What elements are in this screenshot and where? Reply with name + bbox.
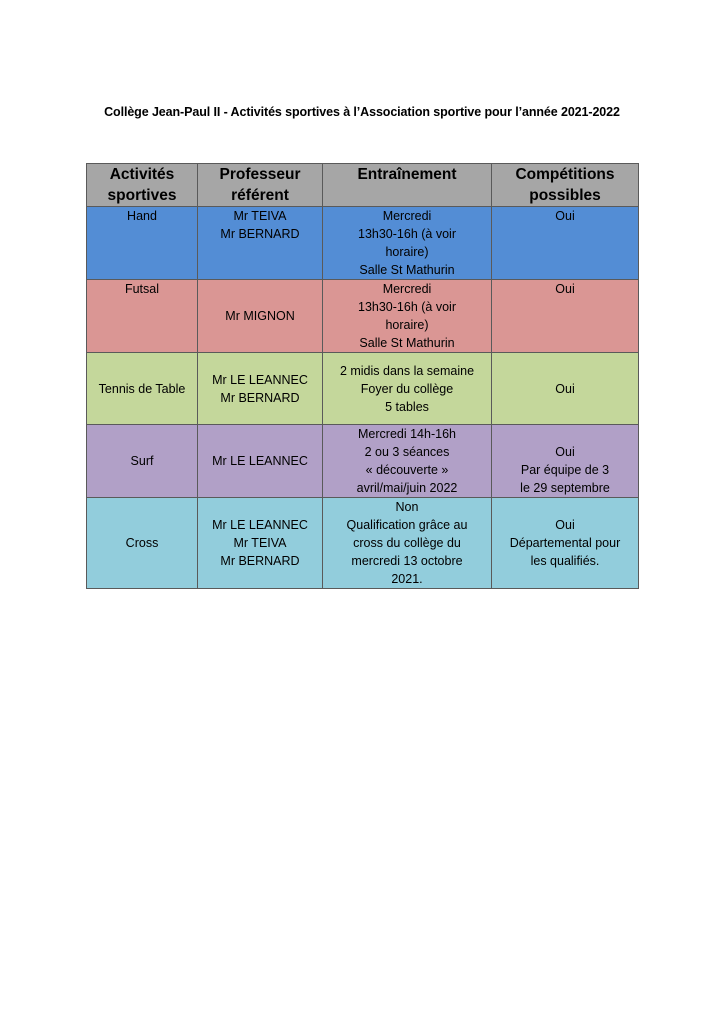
page-title: Collège Jean-Paul II - Activités sportives à l’Association sportive pour l’année 2021-2022: [104, 105, 620, 119]
cell-training: 2 midis dans la semaine Foyer du collège 5 tables: [323, 353, 492, 425]
header-teacher: Professeur référent: [198, 164, 323, 207]
cell-teachers: Mr MIGNON: [198, 280, 323, 353]
table-row-hand: [87, 207, 639, 280]
cell-training: Mercredi 14h-16h 2 ou 3 séances « découverte » avril/mai/juin 2022: [323, 425, 492, 498]
cell-competitions: Oui Par équipe de 3 le 29 septembre: [492, 425, 639, 498]
table-row-tennis-de-table: [87, 353, 639, 425]
cell-activity: Surf: [87, 425, 198, 498]
table-row-cross: [87, 498, 639, 589]
cell-training: Non Qualification grâce au cross du collège du mercredi 13 octobre 2021.: [323, 498, 492, 589]
cell-activity: Hand: [87, 207, 198, 280]
cell-competitions: Oui Départemental pour les qualifiés.: [492, 498, 639, 589]
table-row-futsal: [87, 280, 639, 353]
cell-teachers: Mr LE LEANNEC Mr TEIVA Mr BERNARD: [198, 498, 323, 589]
table-header-row: [87, 164, 639, 207]
header-activities: Activités sportives: [87, 164, 198, 207]
cell-competitions: Oui: [492, 353, 639, 425]
cell-activity: Futsal: [87, 280, 198, 353]
sports-activities-table: [86, 163, 639, 589]
table-row-surf: [87, 425, 639, 498]
header-training: Entraînement: [323, 164, 492, 207]
header-competitions: Compétitions possibles: [492, 164, 639, 207]
cell-competitions: Oui: [492, 280, 639, 353]
cell-teachers: Mr LE LEANNEC: [198, 425, 323, 498]
cell-teachers: Mr LE LEANNEC Mr BERNARD: [198, 353, 323, 425]
cell-activity: Tennis de Table: [87, 353, 198, 425]
cell-competitions: Oui: [492, 207, 639, 280]
cell-training: Mercredi 13h30-16h (à voir horaire) Salle St Mathurin: [323, 207, 492, 280]
cell-activity: Cross: [87, 498, 198, 589]
cell-teachers: Mr TEIVA Mr BERNARD: [198, 207, 323, 280]
cell-training: Mercredi 13h30-16h (à voir horaire) Salle St Mathurin: [323, 280, 492, 353]
